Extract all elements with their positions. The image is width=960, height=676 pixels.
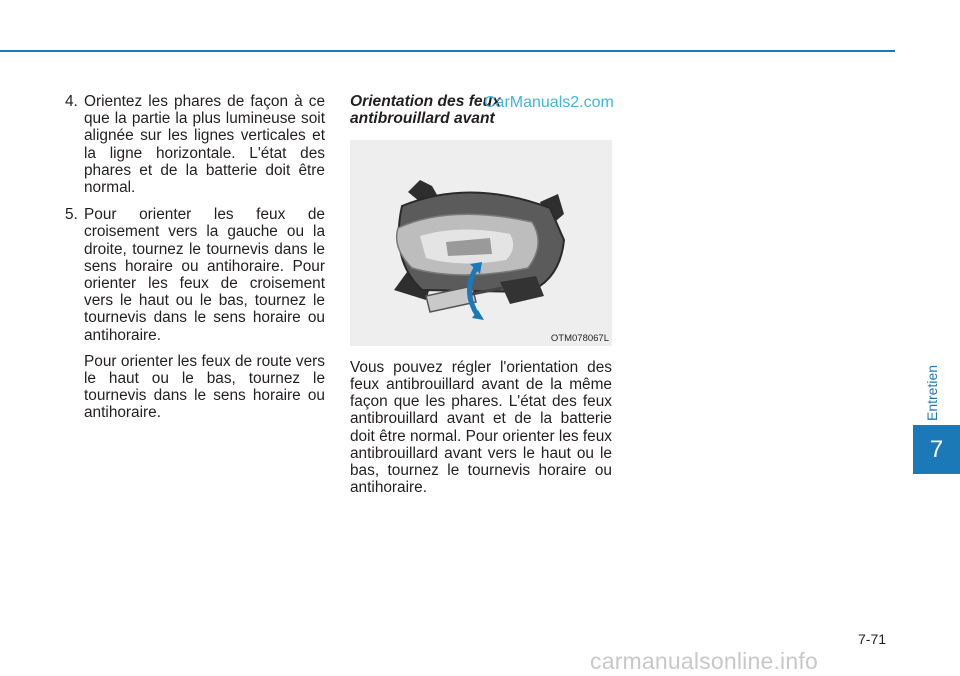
list-item-number: 4. (65, 93, 78, 110)
list-item-number: 5. (65, 206, 78, 224)
list-item (65, 93, 325, 196)
list-item-body (84, 93, 325, 196)
fog-light-figure (350, 140, 612, 346)
figure-code: OTM078067L (550, 332, 609, 344)
chapter-side-label-text: Entretien (924, 364, 940, 422)
chapter-tab: 7 (913, 425, 960, 474)
footer-watermark: carmanualsonline.info (590, 648, 818, 674)
left-column (65, 93, 325, 432)
paragraph: Orientez les phares de façon à ce que la partie la plus lumineuse soit alignée sur les lignes verticales et la ligne horizontale. L'état des phares et de la batterie doit être normal. (84, 93, 325, 197)
paragraph: Pour orienter les feux de croisement vers la gauche ou la droite, tournez le tournevis dans le sens horaire ou antihoraire. Pour orienter les feux de croisement vers le haut ou le bas, tournez le tournevis dans le sens horaire ou antihoraire. (84, 206, 325, 344)
section-title-line2: antibrouillard avant (350, 110, 495, 128)
fog-lamp-illustration (350, 140, 612, 346)
section-title-line1: Orientation des feux (350, 93, 501, 110)
chapter-side-label (924, 363, 940, 423)
body-paragraph: Vous pouvez régler l'orientation des feux antibrouillard avant de la même façon que les phares. L'état des feux antibrouillard avant et de la batterie doit être normal. Pour orienter les feux antibrouillard avant vers le haut ou le bas, tournez le tournevis horaire ou antihoraire. (350, 358, 612, 497)
paragraph: Pour orienter les feux de route vers le haut ou le bas, tournez le tournevis dans le sens horaire ou antihoraire. (84, 352, 325, 422)
middle-column (350, 93, 612, 496)
site-watermark: CarManuals2.com (484, 94, 614, 111)
list-item-body (84, 206, 325, 421)
header-rule (0, 50, 895, 52)
list-item (65, 206, 325, 421)
page-number: 7-71 (858, 631, 887, 647)
